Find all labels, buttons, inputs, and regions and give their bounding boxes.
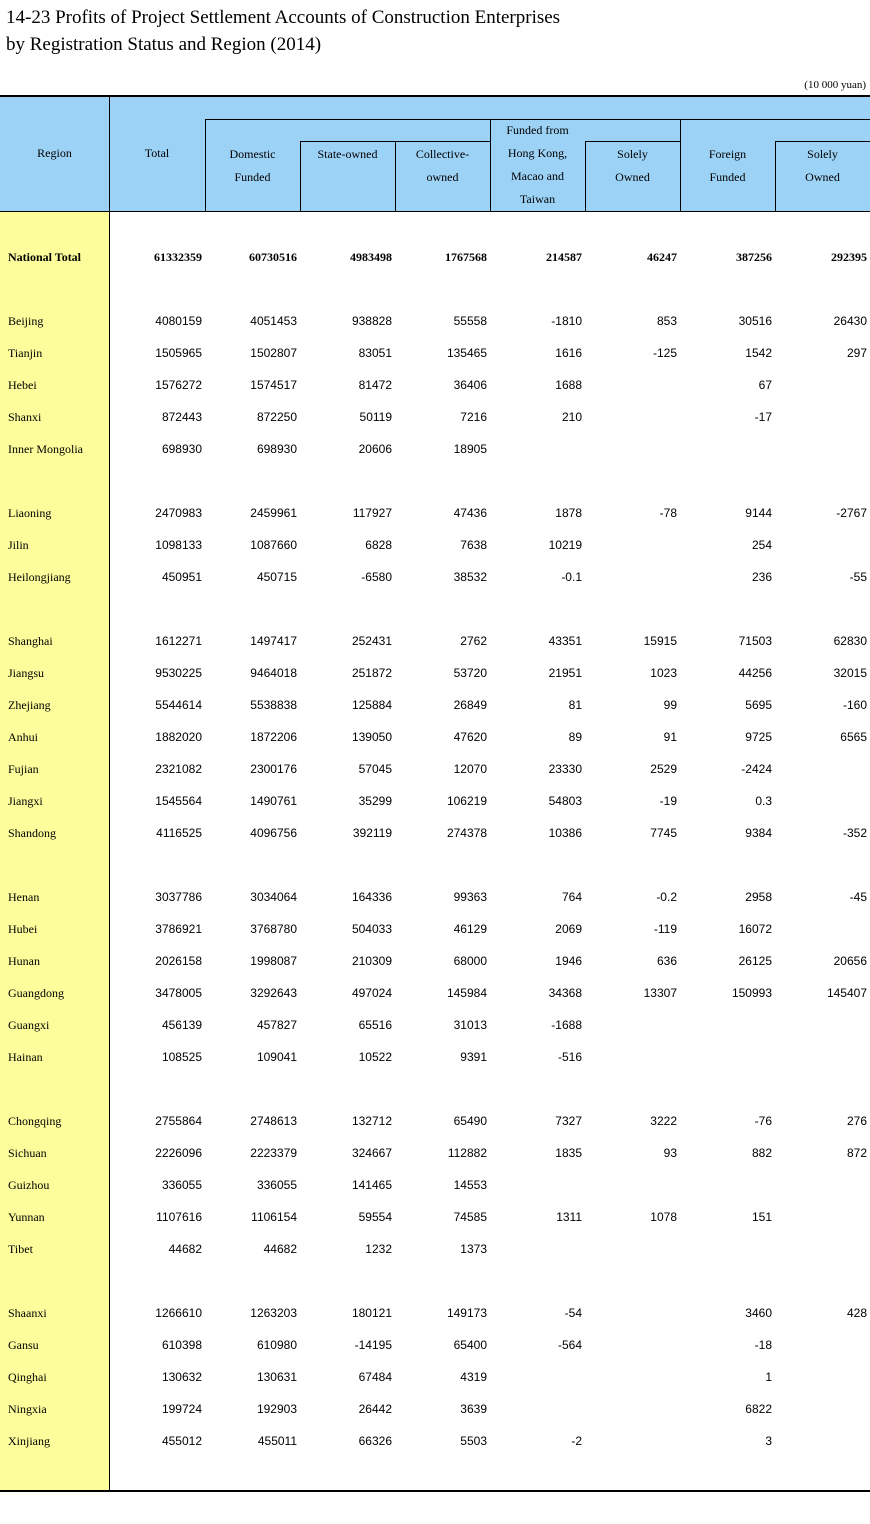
cell-value: 164336	[351, 890, 392, 904]
cell-value: 450715	[256, 570, 297, 584]
cell-value: 26849	[453, 698, 487, 712]
cell-value: -1688	[551, 1018, 582, 1032]
cell-value: 57045	[358, 762, 392, 776]
table-row	[0, 627, 870, 659]
table-row	[0, 787, 870, 819]
table-row	[0, 1363, 870, 1395]
cell-value: 1497417	[250, 634, 297, 648]
cell-value: 26125	[738, 954, 772, 968]
cell-value: 89	[568, 730, 582, 744]
cell-value: 4319	[460, 1370, 487, 1384]
cell-value: 1078	[650, 1210, 677, 1224]
table-row	[0, 1107, 870, 1139]
cell-value: -352	[842, 826, 867, 840]
cell-value: 336055	[256, 1178, 297, 1192]
region-name: Sichuan	[8, 1146, 47, 1160]
cell-value: 10386	[548, 826, 582, 840]
header-state-owned: State-owned	[317, 147, 378, 161]
cell-value: 44682	[168, 1242, 202, 1256]
cell-value: 2958	[745, 890, 772, 904]
cell-value: 7745	[650, 826, 677, 840]
cell-value: 4096756	[250, 826, 297, 840]
cell-value: 1835	[555, 1146, 582, 1160]
cell-value: -125	[652, 346, 677, 360]
cell-value: -119	[653, 922, 677, 936]
cell-value: -2	[571, 1434, 582, 1448]
table-row	[0, 1299, 870, 1331]
table-row	[0, 371, 870, 403]
cell-value: -160	[842, 698, 867, 712]
cell-value: 254	[751, 538, 772, 552]
cell-value: 236	[751, 570, 772, 584]
cell-value: 3292643	[250, 986, 297, 1000]
table-row	[0, 1235, 870, 1267]
cell-value: 61332359	[154, 250, 202, 264]
cell-value: 30516	[738, 314, 772, 328]
cell-value: 151	[751, 1210, 772, 1224]
table-row	[0, 1139, 870, 1171]
cell-value: 54803	[548, 794, 582, 808]
cell-value: -6580	[361, 570, 392, 584]
cell-value: 50119	[359, 410, 392, 424]
cell-value: 132712	[351, 1114, 392, 1128]
cell-value: 108525	[161, 1050, 202, 1064]
region-name: Jilin	[8, 538, 29, 552]
cell-value: 3639	[460, 1402, 487, 1416]
cell-value: 14553	[453, 1178, 487, 1192]
cell-value: 71503	[738, 634, 772, 648]
cell-value: 81472	[358, 378, 392, 392]
cell-value: 66326	[358, 1434, 392, 1448]
cell-value: 428	[846, 1306, 867, 1320]
cell-value: 274378	[446, 826, 487, 840]
cell-value: 1107616	[156, 1210, 202, 1224]
cell-value: 59554	[358, 1210, 392, 1224]
cell-value: 210	[561, 410, 582, 424]
cell-value: 4051453	[250, 314, 297, 328]
cell-value: 199724	[161, 1402, 202, 1416]
table-bottom-border	[0, 1490, 870, 1492]
table-row	[0, 979, 870, 1011]
cell-value: 455011	[257, 1434, 297, 1448]
cell-value: 117927	[352, 506, 392, 520]
cell-value: 324667	[351, 1146, 392, 1160]
cell-value: 392119	[352, 826, 392, 840]
cell-value: 62830	[833, 634, 867, 648]
cell-value: 4080159	[155, 314, 202, 328]
cell-value: 44682	[263, 1242, 297, 1256]
table-row	[0, 659, 870, 691]
region-name: Beijing	[8, 314, 44, 328]
cell-value: -76	[754, 1114, 772, 1128]
cell-value: -2424	[741, 762, 772, 776]
cell-value: 46247	[647, 250, 677, 264]
cell-value: 20606	[358, 442, 392, 456]
region-name: Shanxi	[8, 410, 42, 424]
cell-value: 31013	[453, 1018, 487, 1032]
cell-value: 1767568	[445, 250, 487, 264]
table-row	[0, 307, 870, 339]
cell-value: 1998087	[250, 954, 297, 968]
cell-value: 2748613	[250, 1114, 297, 1128]
region-name: Shandong	[8, 826, 56, 840]
cell-value: 764	[561, 890, 582, 904]
cell-value: 2321082	[155, 762, 202, 776]
cell-value: 1098133	[155, 538, 202, 552]
region-name: Shanghai	[8, 634, 53, 648]
cell-value: -18	[754, 1338, 772, 1352]
cell-value: 16072	[738, 922, 772, 936]
cell-value: 1616	[555, 346, 582, 360]
table-row	[0, 1011, 870, 1043]
cell-value: 15915	[643, 634, 677, 648]
cell-value: 2762	[460, 634, 487, 648]
cell-value: 2300176	[250, 762, 297, 776]
cell-value: 210309	[351, 954, 392, 968]
cell-value: -0.2	[656, 890, 677, 904]
cell-value: 1373	[460, 1242, 487, 1256]
cell-value: 3034064	[250, 890, 297, 904]
cell-value: -54	[564, 1306, 582, 1320]
cell-value: 1232	[365, 1242, 392, 1256]
cell-value: -516	[557, 1050, 582, 1064]
cell-value: 1574517	[250, 378, 297, 392]
cell-value: 145407	[826, 986, 867, 1000]
cell-value: 5503	[460, 1434, 487, 1448]
header-collective-owned: Collective- owned	[415, 147, 470, 184]
cell-value: 1311	[556, 1210, 582, 1224]
cell-value: 6828	[365, 538, 392, 552]
cell-value: 135465	[446, 346, 487, 360]
cell-value: 872	[846, 1146, 867, 1160]
cell-value: 2069	[555, 922, 582, 936]
cell-value: 99	[663, 698, 677, 712]
cell-value: 252431	[351, 634, 392, 648]
cell-value: 387256	[736, 250, 772, 264]
cell-value: 44256	[738, 666, 772, 680]
cell-value: 12070	[453, 762, 487, 776]
table-row	[0, 531, 870, 563]
table-row	[0, 947, 870, 979]
cell-value: 3786921	[155, 922, 202, 936]
cell-value: 2226096	[155, 1146, 202, 1160]
table-row	[0, 723, 870, 755]
cell-value: 83051	[358, 346, 392, 360]
cell-value: -55	[849, 570, 867, 584]
cell-value: 1490761	[250, 794, 297, 808]
table-row	[0, 339, 870, 371]
cell-value: 2459961	[250, 506, 297, 520]
region-name: Tianjin	[8, 346, 43, 360]
cell-value: 251872	[351, 666, 392, 680]
cell-value: 872250	[256, 410, 297, 424]
cell-value: 1505965	[155, 346, 202, 360]
cell-value: 4983498	[350, 250, 392, 264]
cell-value: 68000	[453, 954, 487, 968]
table-row	[0, 915, 870, 947]
region-name: Inner Mongolia	[8, 442, 83, 456]
region-name: Ningxia	[8, 1402, 47, 1416]
page-title	[6, 4, 560, 58]
cell-value: 99363	[453, 890, 487, 904]
cell-value: 20656	[833, 954, 867, 968]
cell-value: 1576272	[155, 378, 202, 392]
cell-value: 55558	[453, 314, 487, 328]
cell-value: 150993	[731, 986, 772, 1000]
cell-value: 1023	[650, 666, 677, 680]
header-solely-owned-1: Solely Owned	[615, 147, 650, 184]
cell-value: 13307	[643, 986, 677, 1000]
cell-value: 2223379	[250, 1146, 297, 1160]
cell-value: 9384	[745, 826, 772, 840]
cell-value: -17	[754, 410, 772, 424]
region-name: Hainan	[8, 1050, 43, 1064]
cell-value: 698930	[256, 442, 297, 456]
cell-value: 297	[846, 346, 867, 360]
cell-value: 149173	[446, 1306, 487, 1320]
cell-value: 21951	[548, 666, 582, 680]
cell-value: 7327	[555, 1114, 582, 1128]
region-name: Henan	[8, 890, 40, 904]
cell-value: 192903	[256, 1402, 297, 1416]
cell-value: 3037786	[155, 890, 202, 904]
cell-value: -78	[659, 506, 677, 520]
cell-value: 60730516	[249, 250, 297, 264]
title-line-2: by Registration Status and Region (2014)	[6, 34, 322, 55]
data-table	[0, 95, 870, 1492]
region-name: Hubei	[8, 922, 38, 936]
cell-value: 67	[758, 378, 772, 392]
cell-value: 47436	[453, 506, 487, 520]
cell-value: 1545564	[155, 794, 202, 808]
cell-value: 7216	[460, 410, 487, 424]
region-name: National Total	[8, 250, 82, 264]
table-row	[0, 1331, 870, 1363]
cell-value: 276	[846, 1114, 867, 1128]
region-name: Jiangsu	[8, 666, 44, 680]
unit-label: (10 000 yuan)	[804, 79, 866, 91]
table-row	[0, 1395, 870, 1427]
region-name: Jiangxi	[8, 794, 43, 808]
region-name: Xinjiang	[8, 1434, 50, 1448]
cell-value: 74585	[453, 1210, 487, 1224]
cell-value: 5695	[745, 698, 772, 712]
cell-value: 292395	[831, 250, 867, 264]
cell-value: -0.1	[561, 570, 582, 584]
cell-value: 336055	[161, 1178, 202, 1192]
table-row	[0, 403, 870, 435]
header-total: Total	[144, 146, 170, 160]
cell-value: 67484	[358, 1370, 392, 1384]
header-domestic-funded: Domestic Funded	[229, 147, 276, 184]
cell-value: 2755864	[155, 1114, 202, 1128]
cell-value: 2026158	[155, 954, 202, 968]
cell-value: 43351	[548, 634, 582, 648]
header-subgroup-line-3	[775, 141, 870, 142]
table-row	[0, 883, 870, 915]
cell-value: 6565	[840, 730, 867, 744]
cell-value: 450951	[161, 570, 202, 584]
cell-value: 47620	[453, 730, 487, 744]
cell-value: 46129	[453, 922, 487, 936]
cell-value: 2529	[650, 762, 677, 776]
cell-value: 0.3	[755, 794, 772, 808]
cell-value: -14195	[354, 1338, 392, 1352]
cell-value: 125884	[351, 698, 392, 712]
cell-value: 1878	[555, 506, 582, 520]
cell-value: 636	[656, 954, 677, 968]
cell-value: 145984	[446, 986, 487, 1000]
cell-value: 35299	[358, 794, 392, 808]
region-name: Shaanxi	[8, 1306, 47, 1320]
cell-value: 2470983	[155, 506, 202, 520]
cell-value: 457827	[256, 1018, 297, 1032]
cell-value: 139050	[351, 730, 392, 744]
title-line-1: 14-23 Profits of Project Settlement Accounts of Construction Enterprises	[6, 7, 561, 28]
region-name: Qinghai	[8, 1370, 47, 1384]
cell-value: 65516	[358, 1018, 392, 1032]
table-row	[0, 435, 870, 467]
cell-value: 1946	[555, 954, 582, 968]
cell-value: 112882	[447, 1146, 487, 1160]
cell-value: 10219	[548, 538, 582, 552]
cell-value: 1266610	[155, 1306, 202, 1320]
cell-value: 26442	[358, 1402, 392, 1416]
cell-value: 698930	[161, 442, 202, 456]
cell-value: 93	[663, 1146, 677, 1160]
cell-value: 53720	[453, 666, 487, 680]
cell-value: -45	[849, 890, 867, 904]
cell-value: 5538838	[250, 698, 297, 712]
region-name: Gansu	[8, 1338, 39, 1352]
header-hk-macao-taiwan: Funded from Hong Kong, Macao and Taiwan	[506, 123, 569, 206]
region-name: Guangdong	[8, 986, 64, 1000]
cell-value: -1810	[551, 314, 582, 328]
cell-value: 1263203	[250, 1306, 297, 1320]
cell-value: 214587	[546, 250, 582, 264]
region-name: Chongqing	[8, 1114, 62, 1128]
cell-value: 882	[751, 1146, 772, 1160]
cell-value: 3	[765, 1434, 772, 1448]
cell-value: 65490	[453, 1114, 487, 1128]
header-region: Region	[37, 146, 72, 160]
cell-value: 130631	[256, 1370, 297, 1384]
table-row	[0, 563, 870, 595]
cell-value: 91	[663, 730, 677, 744]
cell-value: 497024	[351, 986, 392, 1000]
cell-value: 1542	[745, 346, 772, 360]
cell-value: 9144	[745, 506, 772, 520]
table-row	[0, 1043, 870, 1075]
cell-value: 5544614	[155, 698, 202, 712]
cell-value: 853	[656, 314, 677, 328]
cell-value: 9464018	[250, 666, 297, 680]
cell-value: 26430	[833, 314, 867, 328]
cell-value: 9725	[745, 730, 772, 744]
cell-value: 1688	[555, 378, 582, 392]
table-row	[0, 755, 870, 787]
cell-value: 130632	[161, 1370, 202, 1384]
region-name: Hunan	[8, 954, 40, 968]
cell-value: 504033	[351, 922, 392, 936]
cell-value: 1502807	[250, 346, 297, 360]
cell-value: 36406	[453, 378, 487, 392]
table-row	[0, 691, 870, 723]
cell-value: 109041	[256, 1050, 297, 1064]
cell-value: -2767	[836, 506, 867, 520]
region-name: Anhui	[8, 730, 38, 744]
cell-value: 938828	[351, 314, 392, 328]
cell-value: 872443	[161, 410, 202, 424]
cell-value: 1087660	[250, 538, 297, 552]
cell-value: 3460	[745, 1306, 772, 1320]
cell-value: 10522	[358, 1050, 392, 1064]
header-solely-owned-2: Solely Owned	[805, 147, 840, 184]
cell-value: 81	[568, 698, 582, 712]
table-row	[0, 1171, 870, 1203]
region-name: Guangxi	[8, 1018, 50, 1032]
cell-value: -564	[557, 1338, 582, 1352]
cell-value: 610980	[256, 1338, 297, 1352]
cell-value: -19	[659, 794, 677, 808]
region-name: Liaoning	[8, 506, 52, 520]
cell-value: 1612271	[155, 634, 202, 648]
cell-value: 23330	[548, 762, 582, 776]
cell-value: 34368	[548, 986, 582, 1000]
table-row	[0, 1427, 870, 1459]
cell-value: 18905	[453, 442, 487, 456]
table-row	[0, 1203, 870, 1235]
region-name: Zhejiang	[8, 698, 51, 712]
header-foreign-funded: Foreign Funded	[708, 147, 747, 184]
cell-value: 7638	[460, 538, 487, 552]
cell-value: 9391	[460, 1050, 487, 1064]
cell-value: 3768780	[250, 922, 297, 936]
cell-value: 4116525	[156, 826, 202, 840]
cell-value: 3478005	[155, 986, 202, 1000]
region-name: Tibet	[8, 1242, 33, 1256]
region-name: Fujian	[8, 762, 39, 776]
cell-value: 1882020	[155, 730, 202, 744]
table-row	[0, 499, 870, 531]
region-name: Hebei	[8, 378, 37, 392]
cell-value: 456139	[161, 1018, 202, 1032]
table-row	[0, 819, 870, 851]
cell-value: 38532	[453, 570, 487, 584]
cell-value: 1106154	[251, 1210, 297, 1224]
cell-value: 180121	[351, 1306, 392, 1320]
cell-value: 106219	[446, 794, 487, 808]
region-name: Yunnan	[8, 1210, 45, 1224]
region-name: Heilongjiang	[8, 570, 71, 584]
cell-value: 1872206	[250, 730, 297, 744]
cell-value: 1	[765, 1370, 772, 1384]
cell-value: 32015	[833, 666, 867, 680]
cell-value: 6822	[745, 1402, 772, 1416]
cell-value: 3222	[650, 1114, 677, 1128]
cell-value: 141465	[351, 1178, 392, 1192]
cell-value: 610398	[161, 1338, 202, 1352]
header-subgroup-line-2	[585, 141, 680, 142]
national-total-row	[0, 243, 870, 275]
cell-value: 455012	[161, 1434, 202, 1448]
cell-value: 9530225	[155, 666, 202, 680]
cell-value: 65400	[453, 1338, 487, 1352]
region-name: Guizhou	[8, 1178, 50, 1192]
